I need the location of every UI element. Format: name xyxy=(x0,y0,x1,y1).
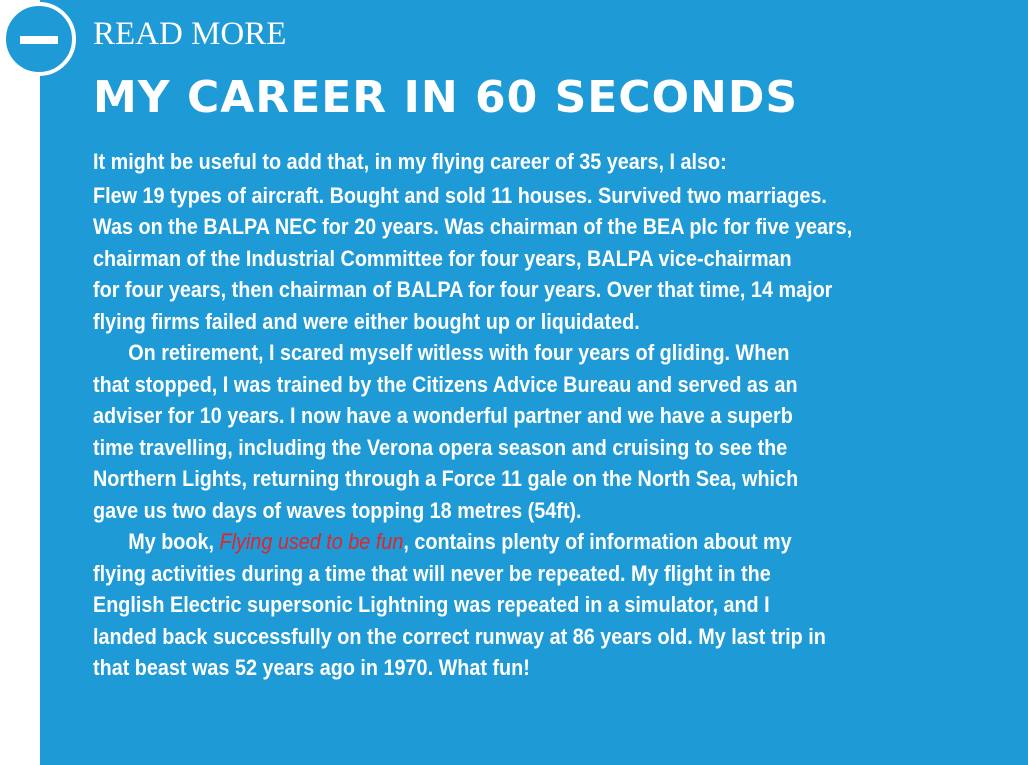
para3-pre: My book, xyxy=(128,529,220,554)
article-body xyxy=(93,146,903,684)
para2-first-text: On retirement, I scared myself witless with four years of gliding. When xyxy=(128,340,790,365)
para2-line: adviser for 10 years. I now have a wonderful partner and we have a superb xyxy=(93,403,793,428)
para3-line: English Electric supersonic Lightning was repeated in a simulator, and I xyxy=(93,592,770,617)
para1-line: Flew 19 types of aircraft. Bought and sold 11 houses. Survived two marriages. xyxy=(93,182,827,208)
para3-line: that beast was 52 years ago in 1970. What fun! xyxy=(93,655,530,680)
para3-line xyxy=(93,526,903,558)
para3-line: landed back successfully on the correct runway at 86 years old. My last trip in xyxy=(93,623,826,649)
para1-line: chairman of the Industrial Committee for four years, BALPA vice-chairman xyxy=(93,245,792,271)
para3-line: flying activities during a time that will never be repeated. My flight in the xyxy=(93,560,771,586)
intro-line: It might be useful to add that, in my flying career of 35 years, I also: xyxy=(93,149,727,174)
para2-line: Northern Lights, returning through a Force 11 gale on the North Sea, which xyxy=(93,466,799,491)
minus-bar xyxy=(20,36,58,44)
para2-line: gave us two days of waves topping 18 metres (54ft). xyxy=(93,497,582,523)
book-title-link[interactable]: Flying used to be fun xyxy=(219,529,404,554)
para2-line xyxy=(93,337,903,369)
para1-line: flying firms failed and were either bought up or liquidated. xyxy=(93,308,640,334)
read-more-label[interactable]: READ MORE xyxy=(93,16,287,52)
para1-line: Was on the BALPA NEC for 20 years. Was chairman of the BEA plc for five years, xyxy=(93,214,853,239)
para3-post: , contains plenty of information about my xyxy=(403,529,792,554)
collapse-minus-icon[interactable] xyxy=(2,2,76,76)
para2-line: that stopped, I was trained by the Citizens Advice Bureau and served as an xyxy=(93,371,798,397)
page-title: MY CAREER IN 60 SECONDS xyxy=(93,72,799,123)
para2-line: time travelling, including the Verona opera season and cruising to see the xyxy=(93,434,788,460)
para1-line: for four years, then chairman of BALPA for four years. Over that time, 14 major xyxy=(93,277,833,302)
